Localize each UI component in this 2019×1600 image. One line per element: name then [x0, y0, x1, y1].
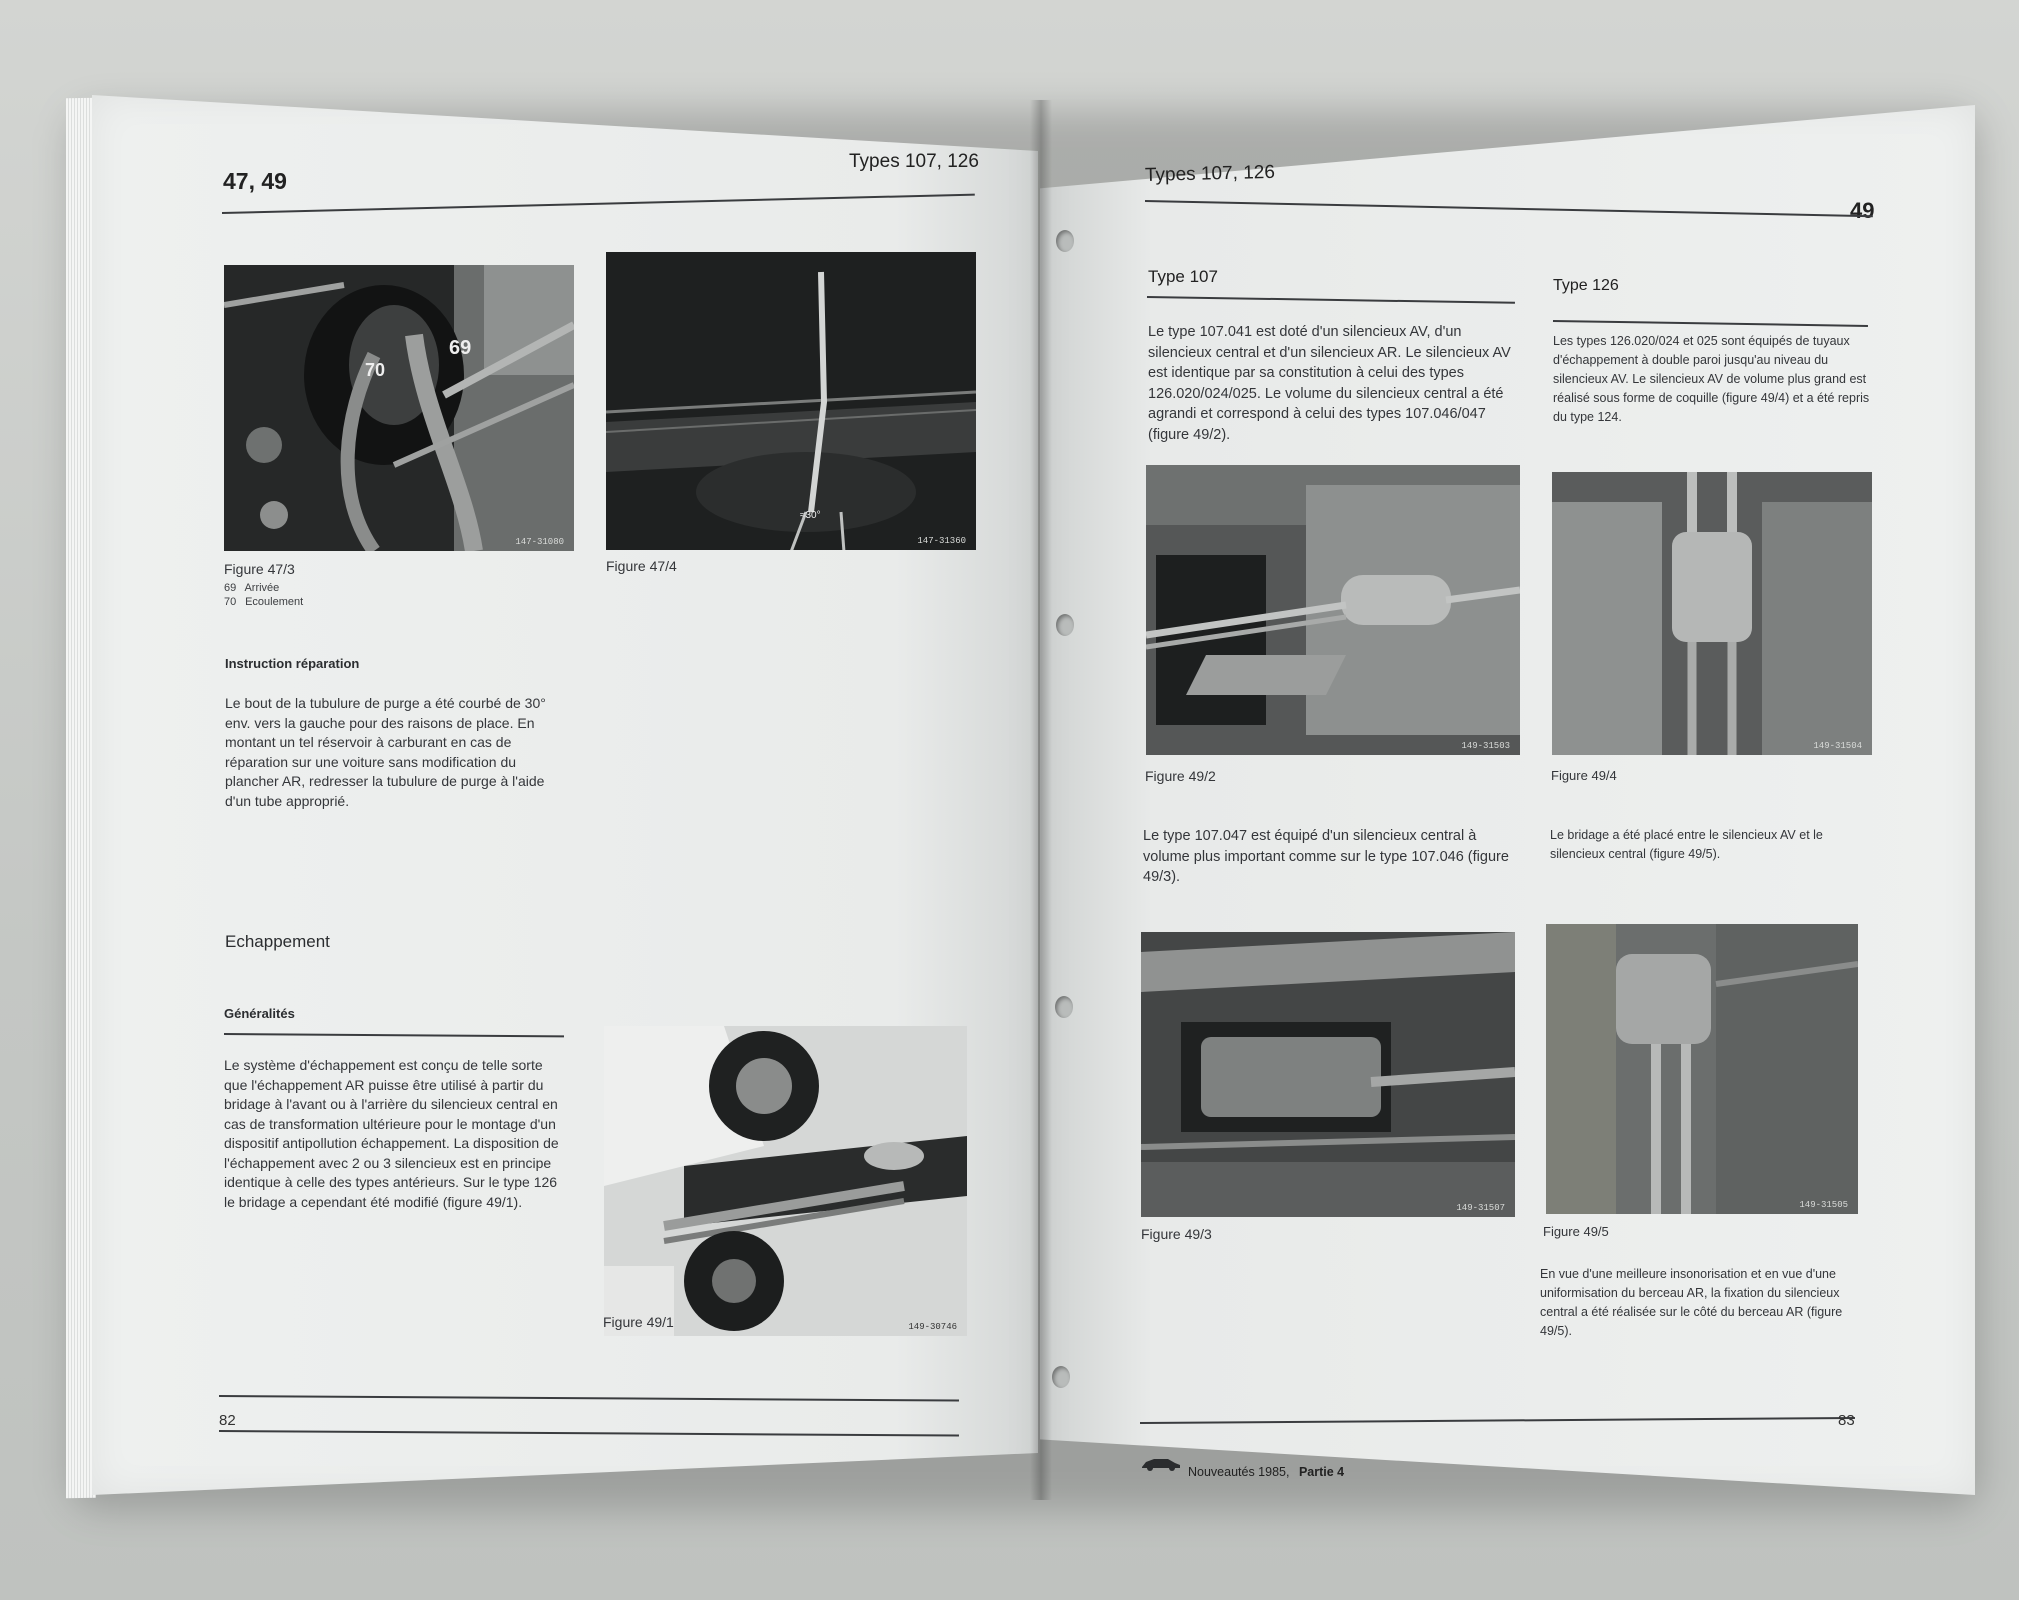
fuel-tank-neck-illustration: [224, 265, 574, 551]
photo-code: 149-31505: [1799, 1200, 1848, 1210]
header-types: Types 107, 126: [849, 151, 979, 172]
type-126-heading: Type 126: [1553, 277, 1619, 294]
page-number-right: 83: [1838, 1412, 1855, 1429]
figure-caption: Figure 47/3: [224, 561, 295, 577]
figure-49-2-photo: [1146, 465, 1520, 755]
center-muffler-illustration: [1146, 465, 1520, 755]
callout-69: 69: [449, 337, 472, 359]
type-107-text: Le type 107.041 est doté d'un silencieux AV, d'un silencieux central et d'un silencieux AR. Le silencieux AV est identique par sa constitution à celui des types 126.020/024/025. Le volume du silencieux central a été agrandi et correspond à celui des types 107.046/047 (figure 49/2).: [1148, 324, 1511, 443]
figure-49-1-photo: [604, 1026, 967, 1336]
binder-hole: [1056, 614, 1074, 636]
footer-part: Partie 4: [1298, 1465, 1345, 1479]
underbody-illustration: [604, 1026, 967, 1336]
figure-47-4-photo: [606, 252, 976, 550]
legend-row: [224, 582, 279, 594]
legend-row: [224, 596, 303, 608]
binder-hole: [1056, 230, 1074, 252]
purge-tube-illustration: [606, 252, 976, 550]
section-number: 47, 49: [223, 168, 287, 194]
book-gutter: [1030, 100, 1052, 1500]
front-muffler-illustration: [1552, 472, 1872, 755]
exhaust-title: Echappement: [225, 932, 330, 951]
type-126-text-2: Le bridage a été placé entre le silencieux AV et le silencieux central (figure 49/5).: [1550, 828, 1823, 861]
center-muffler-large-illustration: [1141, 932, 1515, 1217]
figure-caption: Figure 47/4: [606, 558, 677, 574]
page-number-left: 82: [219, 1412, 236, 1429]
photo-code: 149-31504: [1813, 741, 1862, 751]
car-icon: [1140, 1457, 1182, 1471]
legend-number: 70: [224, 596, 237, 608]
figure-49-3-photo: [1141, 932, 1515, 1217]
figure-49-5-photo: [1546, 924, 1858, 1214]
type-126-text: Les types 126.020/024 et 025 sont équipés de tuyaux d'échappement à double paroi jusqu'au niveau du silencieux AV. Le silencieux AV de volume plus grand est réalisé sous forme de coquille (figure 49/4) et a été repris du type 124.: [1553, 334, 1870, 424]
photo-code: 149-30746: [908, 1322, 957, 1332]
repair-text: Le bout de la tubulure de purge a été courbé de 30° env. vers la gauche pour des raisons de place. En montant un tel réservoir à carburant en cas de réparation sur une voiture sans modification du plancher AR, redresser la tubulure de purge à l'aide d'un tube approprié.: [225, 695, 546, 809]
section-number: 49: [1850, 198, 1875, 223]
footer-label: [1188, 1465, 1344, 1479]
angle-label: ≈30°: [800, 510, 821, 521]
figure-caption: Figure 49/1: [603, 1314, 674, 1330]
figure-caption: Figure 49/3: [1141, 1226, 1212, 1242]
photo-code: 147-31360: [917, 536, 966, 546]
header-types: Types 107, 126: [1144, 161, 1276, 186]
repair-heading: Instruction réparation: [225, 656, 360, 671]
type-126-text-3: En vue d'une meilleure insonorisation et en vue d'une uniformisation du berceau AR, la fixation du silencieux central a été réalisée sur le côté du berceau AR (figure 49/5).: [1540, 1267, 1843, 1338]
legend-label: Ecoulement: [245, 596, 304, 608]
page-stack-edge: [66, 98, 96, 1499]
footer-edition: Nouveautés 1985,: [1188, 1465, 1290, 1479]
figure-47-3-photo: [224, 265, 574, 551]
figure-49-4-photo: [1552, 472, 1872, 755]
photo-code: 147-31080: [515, 537, 564, 547]
bracket-clamp-illustration: [1546, 924, 1858, 1214]
binder-hole: [1055, 996, 1073, 1018]
photo-code: 149-31503: [1461, 741, 1510, 751]
binder-hole: [1052, 1366, 1070, 1388]
figure-caption: Figure 49/5: [1543, 1224, 1609, 1239]
type-107-text-2: Le type 107.047 est équipé d'un silencieux central à volume plus important comme sur le type 107.046 (figure 49/3).: [1143, 828, 1509, 885]
photo-code: 149-31507: [1456, 1203, 1505, 1213]
exhaust-text: Le système d'échappement est conçu de telle sorte que l'échappement AR puisse être utilisé à partir du bridage à l'avant ou à l'arrière du silencieux central en cas de transformation ultérieure pour le montage d'un dispositif antipollution échappement. La disposition de l'échappement avec 2 ou 3 silencieux est en principe identique à celle des types antérieurs. Sur le type 126 le bridage a cependant été modifié (figure 49/1).: [224, 1057, 559, 1210]
figure-caption: Figure 49/2: [1145, 768, 1216, 784]
figure-caption: Figure 49/4: [1551, 768, 1617, 783]
callout-70: 70: [365, 360, 386, 380]
type-107-heading: Type 107: [1148, 267, 1218, 286]
legend-label: Arrivée: [244, 582, 280, 594]
exhaust-subheading: Généralités: [224, 1006, 295, 1021]
legend-number: 69: [224, 582, 237, 594]
